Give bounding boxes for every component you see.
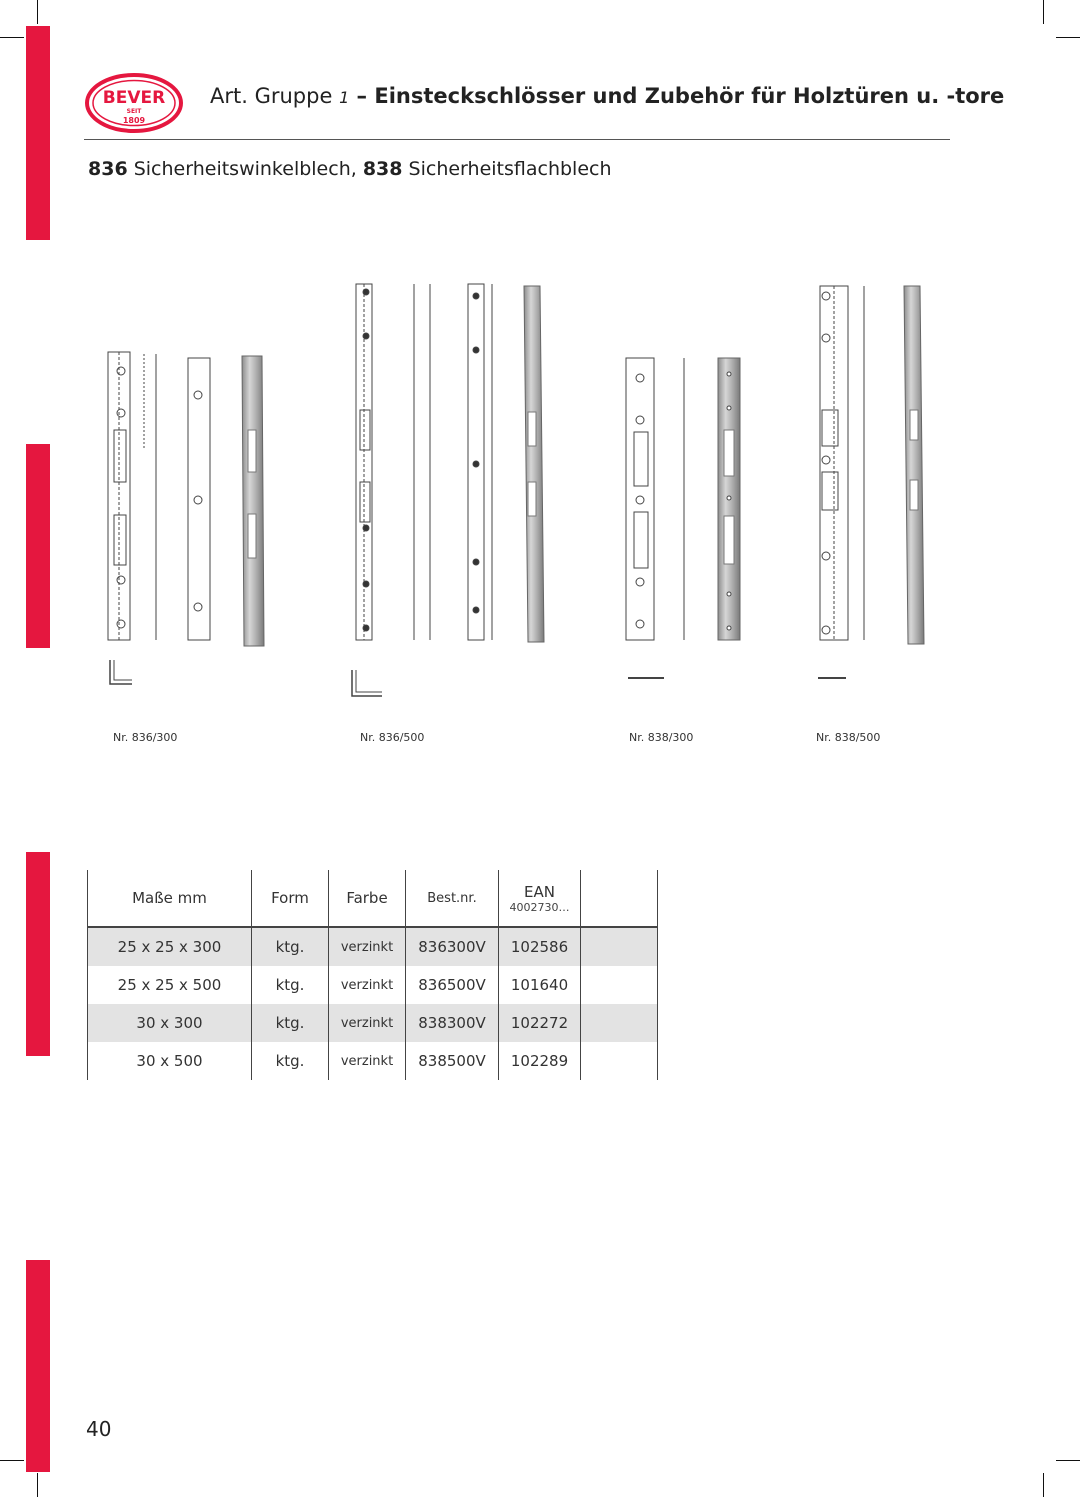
col-header-form: Form (252, 870, 329, 927)
product-subtitle (88, 158, 612, 180)
cell-ean: 101640 (499, 966, 581, 1004)
col-header-masse: Maße mm (88, 870, 252, 927)
crop-mark (37, 0, 38, 24)
page-number: 40 (86, 1417, 112, 1441)
cell-masse: 25 x 25 x 500 (88, 966, 252, 1004)
crop-mark (0, 37, 24, 38)
cell-bestnr: 836300V (406, 927, 499, 966)
cell-form: ktg. (252, 966, 329, 1004)
cell-empty (581, 1042, 658, 1080)
ean-label: EAN (524, 882, 555, 901)
cell-form: ktg. (252, 1042, 329, 1080)
cell-ean: 102272 (499, 1004, 581, 1042)
table-row (88, 1004, 658, 1042)
logo-brand-text: BEVER (102, 88, 166, 108)
red-side-bar (26, 444, 50, 648)
cell-empty (581, 1004, 658, 1042)
caption-836-300: Nr. 836/300 (113, 731, 178, 744)
red-side-bar (26, 852, 50, 1056)
cell-farbe: verzinkt (329, 1004, 406, 1042)
cell-form: ktg. (252, 1004, 329, 1042)
drawing-838-500 (818, 286, 864, 678)
spec-table (87, 870, 658, 1080)
photo-838-300 (718, 358, 740, 640)
cell-empty (581, 966, 658, 1004)
cell-masse: 25 x 25 x 300 (88, 927, 252, 966)
header-rule (84, 139, 950, 140)
caption-838-300: Nr. 838/300 (629, 731, 694, 744)
caption-836-500: Nr. 836/500 (360, 731, 425, 744)
header-dash: – (349, 84, 375, 108)
table-row (88, 1042, 658, 1080)
crop-mark (1043, 0, 1044, 24)
crop-mark (1056, 1460, 1080, 1461)
cell-ean: 102586 (499, 927, 581, 966)
photo-836-500 (524, 286, 544, 642)
crop-mark (37, 1473, 38, 1497)
red-side-bar (26, 1260, 50, 1472)
crop-mark (1043, 1473, 1044, 1497)
photo-838-500 (904, 286, 924, 644)
cell-form: ktg. (252, 927, 329, 966)
cell-bestnr: 838300V (406, 1004, 499, 1042)
header-title: Einsteckschlösser und Zubehör für Holztüren u. -tore (374, 84, 1005, 108)
cell-farbe: verzinkt (329, 966, 406, 1004)
table-row (88, 966, 658, 1004)
cell-farbe: verzinkt (329, 1042, 406, 1080)
subtitle-num-838: 838 (362, 158, 403, 180)
crop-mark (1056, 37, 1080, 38)
cell-empty (581, 927, 658, 966)
red-side-bar (26, 26, 50, 240)
cell-bestnr: 836500V (406, 966, 499, 1004)
subtitle-num-836: 836 (88, 158, 128, 180)
cell-ean: 102289 (499, 1042, 581, 1080)
drawing-836-500 (352, 284, 492, 696)
cell-farbe: verzinkt (329, 927, 406, 966)
col-header-bestnr: Best.nr. (406, 870, 499, 927)
cell-masse: 30 x 500 (88, 1042, 252, 1080)
bever-logo (84, 72, 184, 134)
logo-seit-text: SEIT (126, 108, 142, 115)
page-header (210, 84, 1004, 108)
logo-year-text: 1809 (122, 116, 146, 125)
ean-prefix: 4002730… (509, 900, 570, 914)
subtitle-text-836: Sicherheitswinkelblech, (127, 158, 363, 180)
cell-masse: 30 x 300 (88, 1004, 252, 1042)
technical-drawings (84, 250, 964, 720)
crop-mark (0, 1460, 24, 1461)
cell-bestnr: 838500V (406, 1042, 499, 1080)
subtitle-text-838: Sicherheitsflachblech (402, 158, 612, 180)
drawing-838-300 (626, 358, 684, 678)
header-prefix: Art. Gruppe (210, 84, 340, 108)
photo-836-300 (242, 356, 264, 646)
caption-838-500: Nr. 838/500 (816, 731, 881, 744)
table-header-row (88, 870, 658, 927)
col-header-ean (499, 870, 581, 927)
drawing-836-300 (108, 352, 210, 684)
header-group: 1 (339, 88, 350, 107)
table-row (88, 927, 658, 966)
col-header-empty (581, 870, 658, 927)
col-header-farbe: Farbe (329, 870, 406, 927)
